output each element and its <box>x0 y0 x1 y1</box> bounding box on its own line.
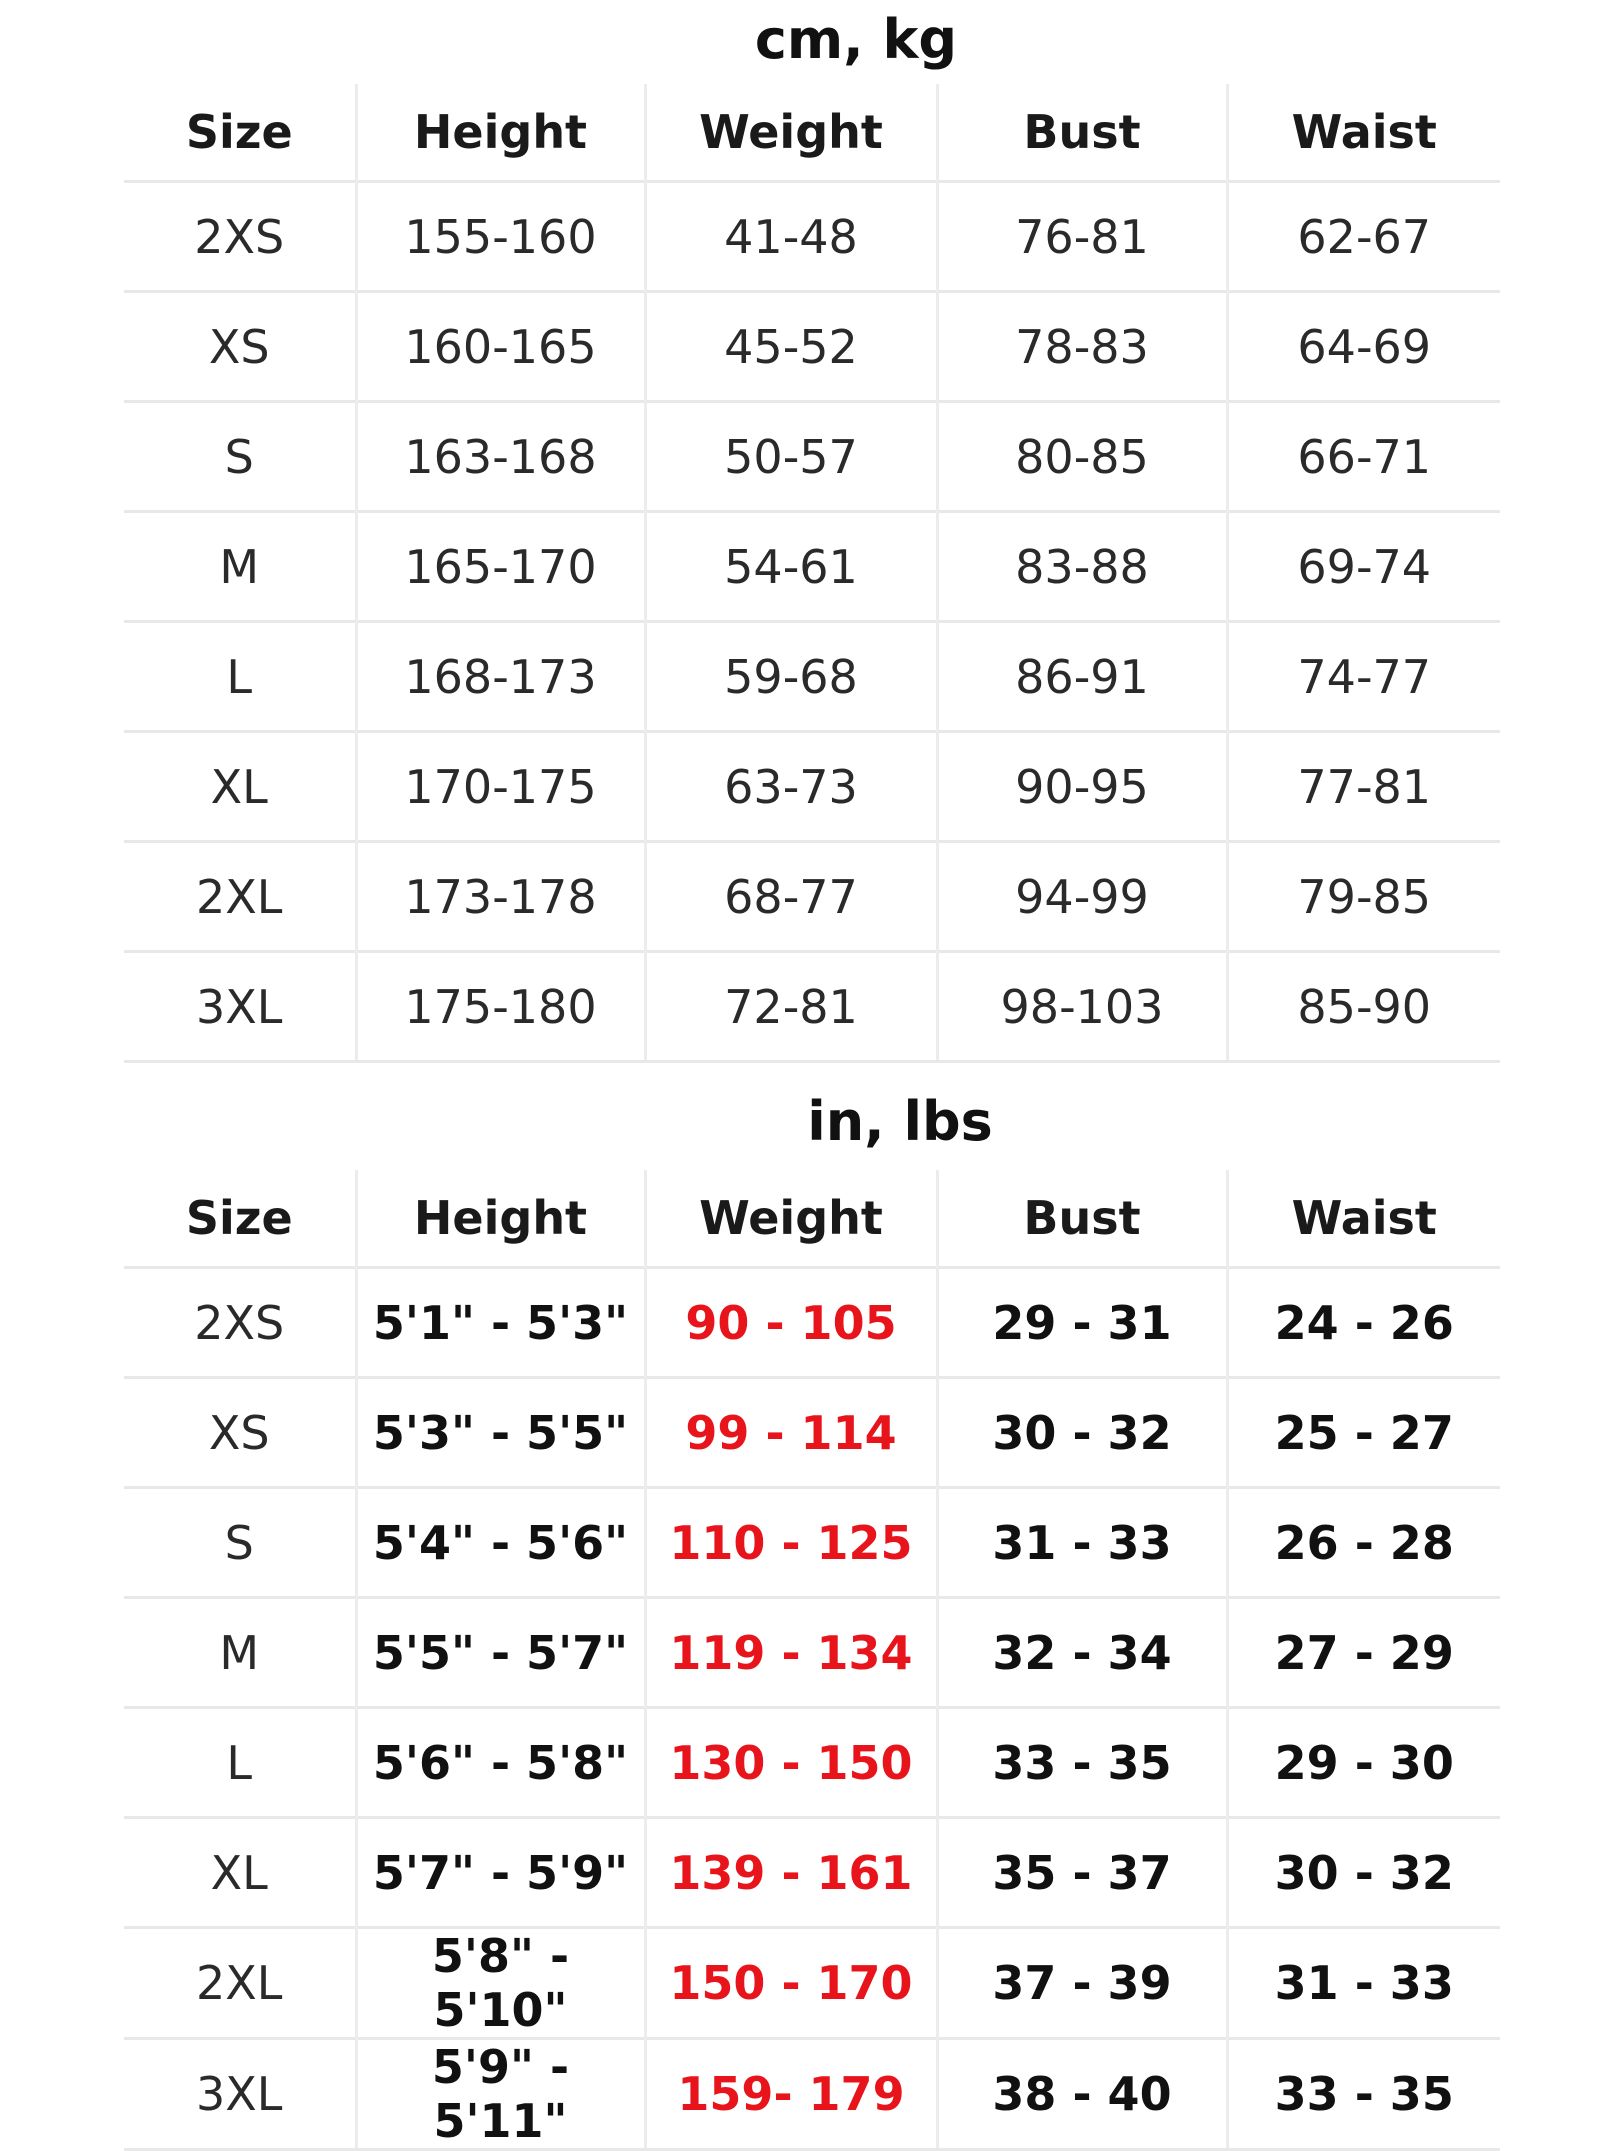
size-cell: L <box>124 622 356 732</box>
height-cell: 165-170 <box>356 512 645 622</box>
waist-cell: 74-77 <box>1227 622 1500 732</box>
bust-cell: 78-83 <box>937 292 1227 402</box>
size-cell: XS <box>124 292 356 402</box>
height-cell: 5'4" - 5'6" <box>356 1488 645 1598</box>
height-cell: 5'6" - 5'8" <box>356 1708 645 1818</box>
table-row <box>124 1598 1500 1708</box>
weight-cell: 63-73 <box>645 732 937 842</box>
bust-cell: 80-85 <box>937 402 1227 512</box>
table-row <box>124 1268 1500 1378</box>
table-row <box>124 952 1500 1062</box>
size-cell: S <box>124 402 356 512</box>
weight-cell: 72-81 <box>645 952 937 1062</box>
weight-cell: 45-52 <box>645 292 937 402</box>
height-cell: 173-178 <box>356 842 645 952</box>
metric-size-table <box>124 84 1500 1063</box>
height-cell: 170-175 <box>356 732 645 842</box>
table-row <box>124 292 1500 402</box>
size-cell: M <box>124 512 356 622</box>
imperial-size-table <box>124 1170 1500 2151</box>
header-weight: Weight <box>645 1170 937 1268</box>
bust-cell: 90-95 <box>937 732 1227 842</box>
metric-unit-title: cm, kg <box>754 8 958 71</box>
waist-cell: 25 - 27 <box>1227 1378 1500 1488</box>
bust-cell: 31 - 33 <box>937 1488 1227 1598</box>
bust-cell: 86-91 <box>937 622 1227 732</box>
table-row <box>124 1818 1500 1928</box>
size-cell: XS <box>124 1378 356 1488</box>
waist-cell: 77-81 <box>1227 732 1500 842</box>
imperial-header-row <box>124 1170 1500 1268</box>
height-cell: 175-180 <box>356 952 645 1062</box>
size-cell: 2XS <box>124 182 356 292</box>
bust-cell: 38 - 40 <box>937 2039 1227 2150</box>
header-waist: Waist <box>1227 84 1500 182</box>
weight-cell: 110 - 125 <box>645 1488 937 1598</box>
height-cell: 5'8" - 5'10" <box>356 1928 645 2039</box>
bust-cell: 29 - 31 <box>937 1268 1227 1378</box>
header-height: Height <box>356 84 645 182</box>
height-cell: 5'1" - 5'3" <box>356 1268 645 1378</box>
size-cell: 2XL <box>124 842 356 952</box>
size-cell: 2XS <box>124 1268 356 1378</box>
size-cell: XL <box>124 1818 356 1928</box>
height-cell: 163-168 <box>356 402 645 512</box>
table-row <box>124 1928 1500 2039</box>
bust-cell: 98-103 <box>937 952 1227 1062</box>
height-cell: 5'3" - 5'5" <box>356 1378 645 1488</box>
table-row <box>124 732 1500 842</box>
size-cell: M <box>124 1598 356 1708</box>
waist-cell: 66-71 <box>1227 402 1500 512</box>
header-size: Size <box>185 105 293 159</box>
weight-cell: 130 - 150 <box>645 1708 937 1818</box>
waist-cell: 85-90 <box>1227 952 1500 1062</box>
metric-header-row <box>124 84 1500 182</box>
weight-cell: 159- 179 <box>645 2039 937 2150</box>
header-bust: Bust <box>937 1170 1227 1268</box>
bust-cell: 32 - 34 <box>937 1598 1227 1708</box>
waist-cell: 64-69 <box>1227 292 1500 402</box>
table-row <box>124 1378 1500 1488</box>
size-cell: S <box>124 1488 356 1598</box>
weight-cell: 150 - 170 <box>645 1928 937 2039</box>
waist-cell: 62-67 <box>1227 182 1500 292</box>
size-cell: 3XL <box>124 2039 356 2150</box>
height-cell: 168-173 <box>356 622 645 732</box>
header-bust: Bust <box>937 84 1227 182</box>
table-row <box>124 182 1500 292</box>
table-row <box>124 842 1500 952</box>
height-cell: 5'7" - 5'9" <box>356 1818 645 1928</box>
table-row <box>124 622 1500 732</box>
weight-cell: 68-77 <box>645 842 937 952</box>
bust-cell: 30 - 32 <box>937 1378 1227 1488</box>
weight-cell: 41-48 <box>645 182 937 292</box>
waist-cell: 27 - 29 <box>1227 1598 1500 1708</box>
bust-cell: 33 - 35 <box>937 1708 1227 1818</box>
waist-cell: 79-85 <box>1227 842 1500 952</box>
waist-cell: 31 - 33 <box>1227 1928 1500 2039</box>
height-cell: 5'9" - 5'11" <box>356 2039 645 2150</box>
waist-cell: 30 - 32 <box>1227 1818 1500 1928</box>
bust-cell: 94-99 <box>937 842 1227 952</box>
table-row <box>124 512 1500 622</box>
weight-cell: 99 - 114 <box>645 1378 937 1488</box>
header-weight: Weight <box>645 84 937 182</box>
waist-cell: 26 - 28 <box>1227 1488 1500 1598</box>
bust-cell: 37 - 39 <box>937 1928 1227 2039</box>
size-cell: XL <box>124 732 356 842</box>
header-size: Size <box>185 1191 293 1245</box>
waist-cell: 29 - 30 <box>1227 1708 1500 1818</box>
weight-cell: 50-57 <box>645 402 937 512</box>
waist-cell: 24 - 26 <box>1227 1268 1500 1378</box>
size-cell: 2XL <box>124 1928 356 2039</box>
weight-cell: 59-68 <box>645 622 937 732</box>
height-cell: 160-165 <box>356 292 645 402</box>
weight-cell: 90 - 105 <box>645 1268 937 1378</box>
weight-cell: 139 - 161 <box>645 1818 937 1928</box>
table-row <box>124 1488 1500 1598</box>
weight-cell: 54-61 <box>645 512 937 622</box>
height-cell: 155-160 <box>356 182 645 292</box>
header-height: Height <box>356 1170 645 1268</box>
bust-cell: 35 - 37 <box>937 1818 1227 1928</box>
size-cell: 3XL <box>124 952 356 1062</box>
height-cell: 5'5" - 5'7" <box>356 1598 645 1708</box>
waist-cell: 33 - 35 <box>1227 2039 1500 2150</box>
table-row <box>124 1708 1500 1818</box>
bust-cell: 76-81 <box>937 182 1227 292</box>
header-waist: Waist <box>1227 1170 1500 1268</box>
waist-cell: 69-74 <box>1227 512 1500 622</box>
size-cell: L <box>124 1708 356 1818</box>
bust-cell: 83-88 <box>937 512 1227 622</box>
weight-cell: 119 - 134 <box>645 1598 937 1708</box>
imperial-unit-title: in, lbs <box>807 1090 993 1153</box>
table-row <box>124 402 1500 512</box>
